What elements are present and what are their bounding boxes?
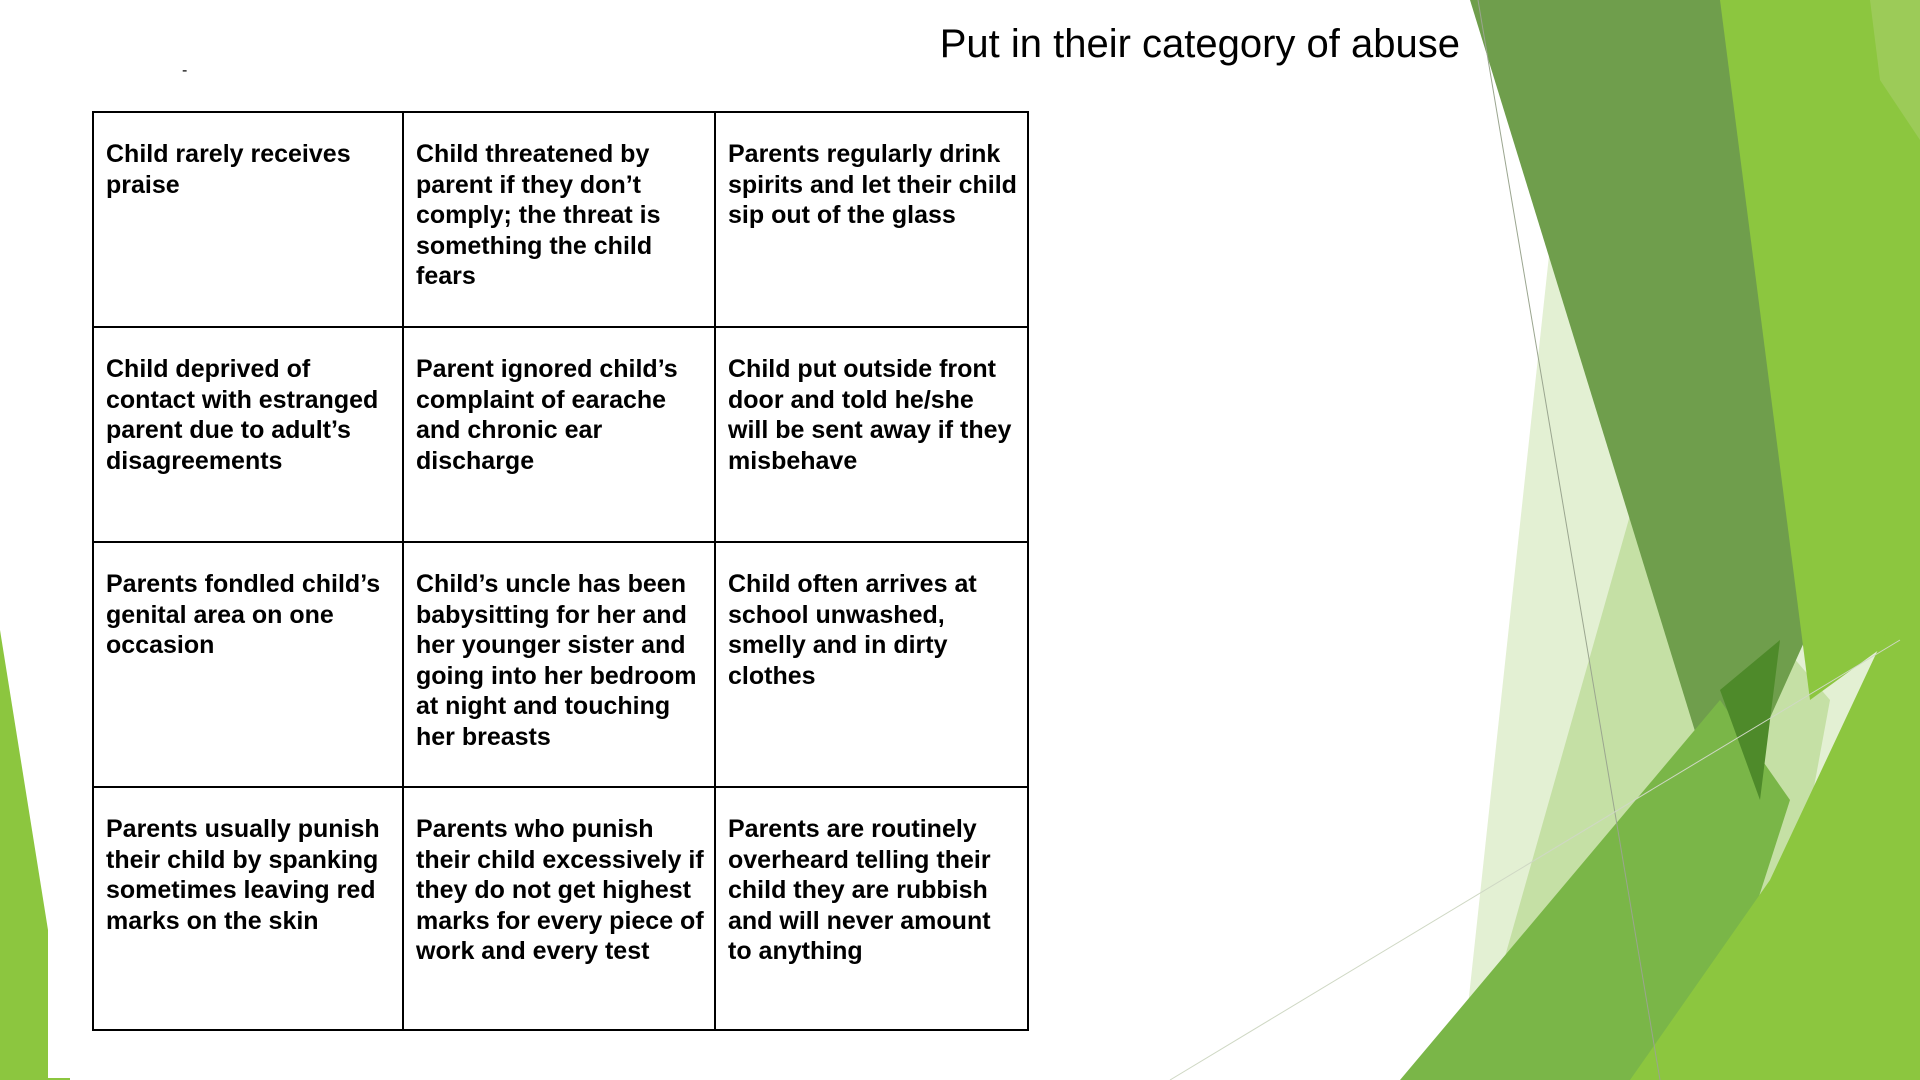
scenario-cell: Child deprived of contact with estranged parent due to adult’s disagreements [93, 327, 403, 542]
left-green-sliver [0, 630, 48, 1080]
scenario-cell: Parents regularly drink spirits and let their child sip out of the glass [715, 112, 1028, 327]
scenario-cell: Child threatened by parent if they don’t comply; the threat is something the child fears [403, 112, 715, 327]
stray-mark: - [182, 62, 188, 79]
table-row [93, 112, 1028, 327]
scenario-cell: Child rarely receives praise [93, 112, 403, 327]
scenario-cell: Parents fondled child’s genital area on one occasion [93, 542, 403, 787]
scenario-cell: Parent ignored child’s complaint of earache and chronic ear discharge [403, 327, 715, 542]
abuse-scenario-table [92, 111, 1029, 1031]
scenario-cell: Parents who punish their child excessively if they do not get highest marks for every piece of work and every test [403, 787, 715, 1030]
table-row [93, 327, 1028, 542]
table-row [93, 542, 1028, 787]
table-row [93, 787, 1028, 1030]
slide-title: Put in their category of abuse [939, 22, 1460, 66]
scenario-cell: Child put outside front door and told he/she will be sent away if they misbehave [715, 327, 1028, 542]
scenario-cell: Parents usually punish their child by spanking sometimes leaving red marks on the skin [93, 787, 403, 1030]
scenario-cell: Parents are routinely overheard telling their child they are rubbish and will never amount to anything [715, 787, 1028, 1030]
scenario-cell: Child often arrives at school unwashed, smelly and in dirty clothes [715, 542, 1028, 787]
scenario-cell: Child’s uncle has been babysitting for her and her younger sister and going into her bedroom at night and touching her breasts [403, 542, 715, 787]
